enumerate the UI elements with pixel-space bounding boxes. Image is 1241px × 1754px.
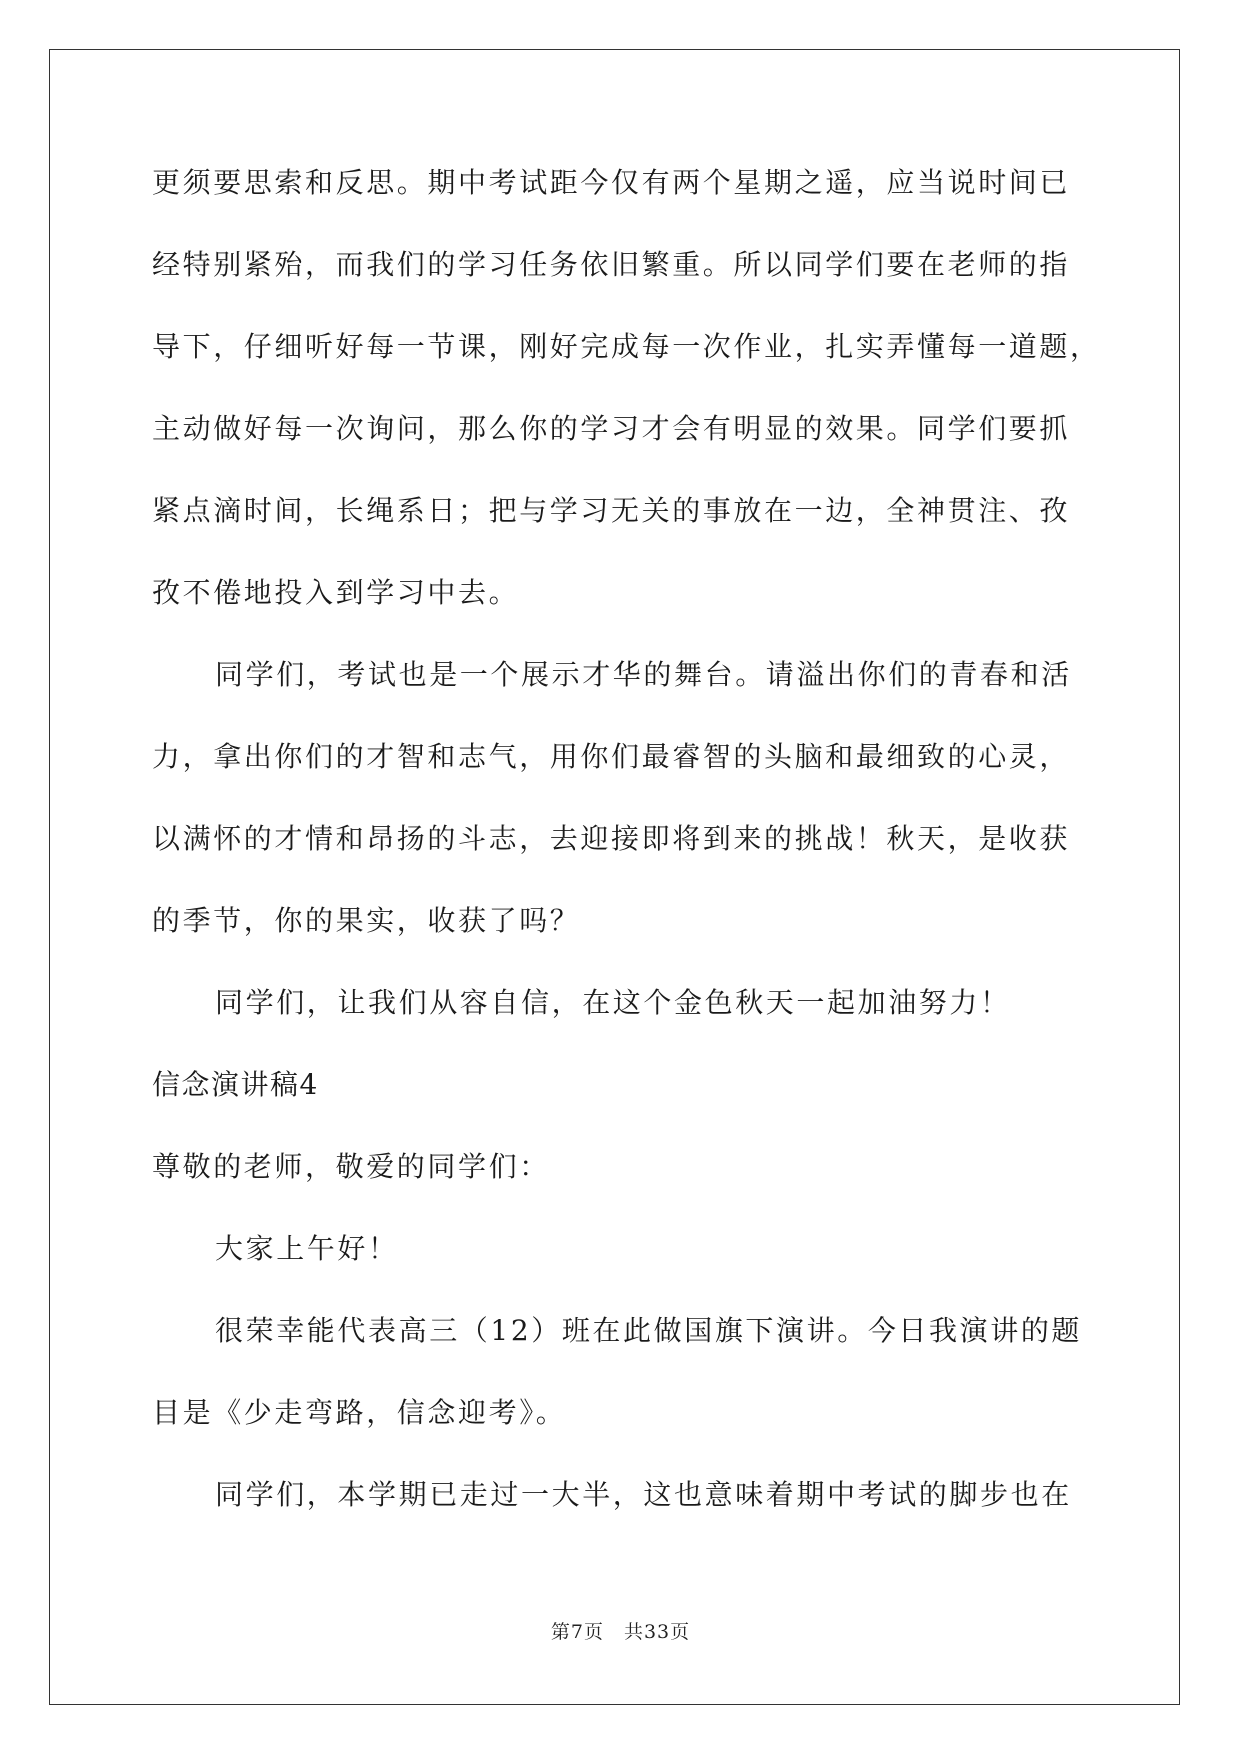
greeting-line: 大家上午好！ bbox=[215, 1232, 399, 1265]
text-line: 力，拿出你们的才智和志气，用你们最睿智的头脑和最细致的心灵， bbox=[152, 740, 1071, 773]
salutation-line: 尊敬的老师，敬爱的同学们： bbox=[152, 1150, 550, 1183]
text-line: 更须要思索和反思。期中考试距今仅有两个星期之遥，应当说时间已 bbox=[152, 166, 1071, 199]
text-line: 目是《少走弯路，信念迎考》。 bbox=[152, 1396, 567, 1429]
text-line: 主动做好每一次询问，那么你的学习才会有明显的效果。同学们要抓 bbox=[152, 412, 1071, 445]
paragraph-start-line: 很荣幸能代表高三（12）班在此做国旗下演讲。今日我演讲的题 bbox=[215, 1314, 1083, 1347]
paragraph-start-line: 同学们，让我们从容自信，在这个金色秋天一起加油努力！ bbox=[215, 986, 1011, 1019]
document-body bbox=[152, 163, 1101, 1557]
text-line: 以满怀的才情和昂扬的斗志，去迎接即将到来的挑战！秋天，是收获 bbox=[152, 822, 1071, 855]
paragraph-start-line: 同学们，考试也是一个展示才华的舞台。请溢出你们的青春和活 bbox=[215, 658, 1072, 691]
page-number-footer: 第7页 共33页 bbox=[550, 1621, 691, 1643]
text-line: 孜不倦地投入到学习中去。 bbox=[152, 576, 520, 609]
paragraph-start-line: 同学们，本学期已走过一大半，这也意味着期中考试的脚步也在 bbox=[215, 1478, 1072, 1511]
text-line: 导下，仔细听好每一节课，刚好完成每一次作业，扎实弄懂每一道题， bbox=[152, 330, 1101, 363]
section-heading: 信念演讲稿4 bbox=[152, 1068, 319, 1101]
text-line: 紧点滴时间，长绳系日；把与学习无关的事放在一边，全神贯注、孜 bbox=[152, 494, 1071, 527]
text-line: 经特别紧殆，而我们的学习任务依旧繁重。所以同学们要在老师的指 bbox=[152, 248, 1071, 281]
text-line: 的季节，你的果实，收获了吗？ bbox=[152, 904, 581, 937]
